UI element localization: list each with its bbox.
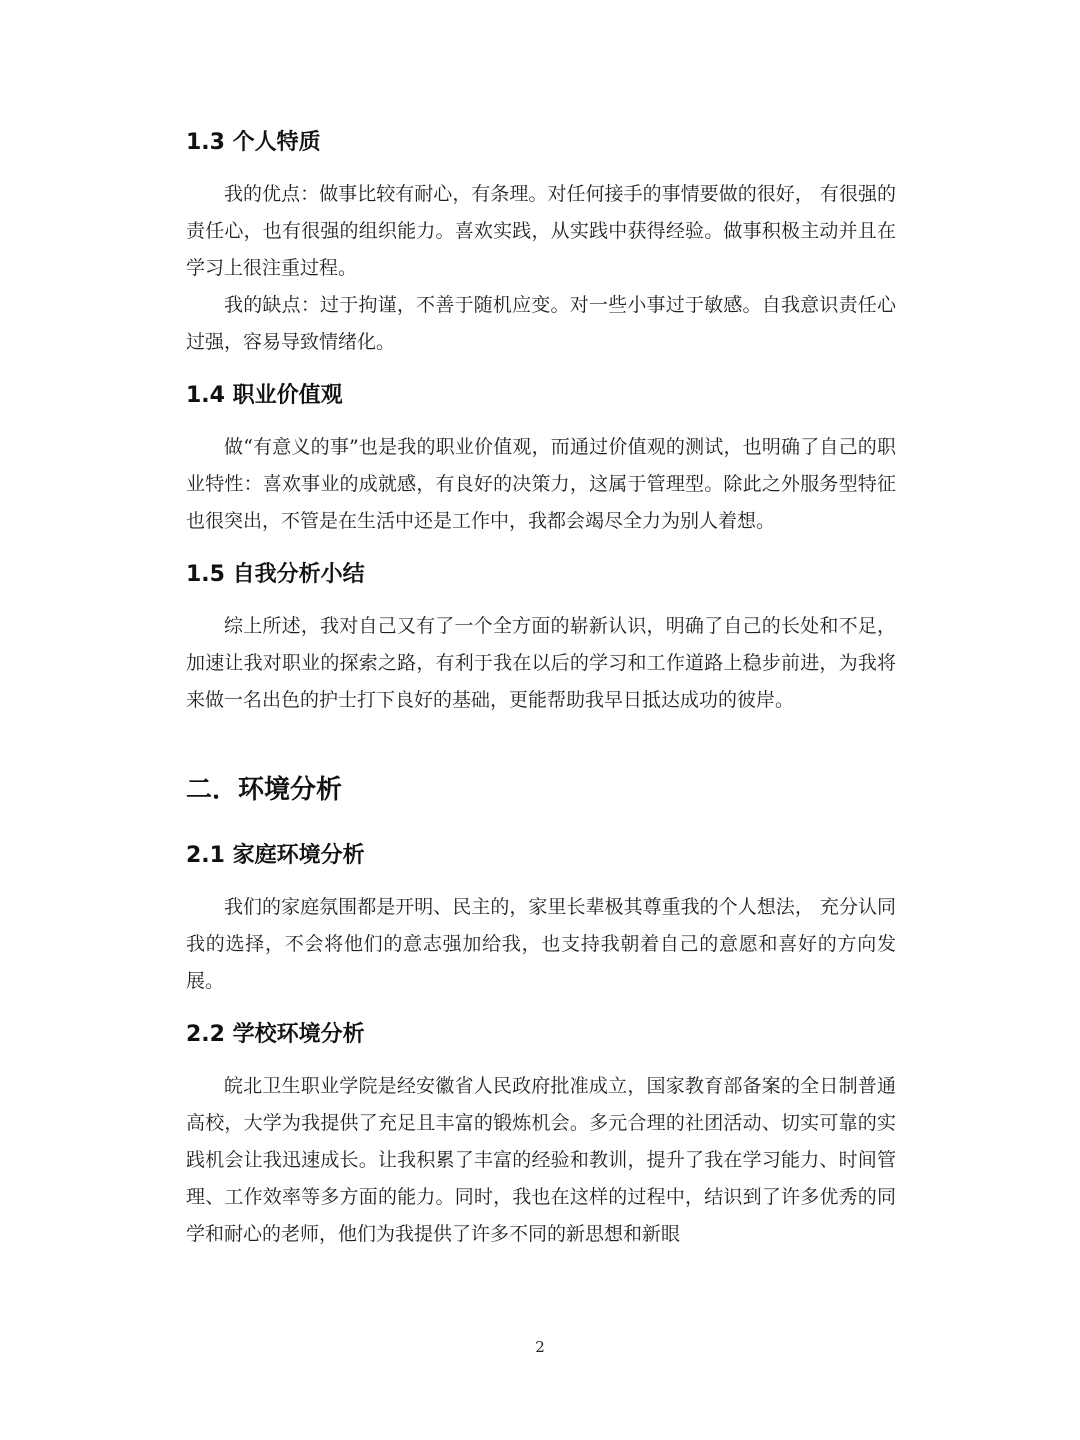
section-heading-1-5: 1.5 自我分析小结 [186,562,365,587]
section-heading-2-1: 2.1 家庭环境分析 [186,843,365,868]
paragraph-self-summary: 综上所述，我对自己又有了一个全方面的崭新认识，明确了自己的长处和不足，加速让我对职业的探索之路，有利于我在以后的学习和工作道路上稳步前进，为我将来做一名出色的护士打下良好的基础，更能帮助我早日抵达成功的彼岸。 [186,615,896,711]
paragraph-strengths: 我的优点：做事比较有耐心，有条理。对任何接手的事情要做的很好， 有很强的责任心，也有很强的组织能力。喜欢实践，从实践中获得经验。做事积极主动并且在学习上很注重过程。 [186,183,896,279]
paragraph-weaknesses: 我的缺点：过于拘谨，不善于随机应变。对一些小事过于敏感。自我意识责任心过强，容易导致情绪化。 [186,294,896,353]
section-heading-1-4: 1.4 职业价值观 [186,383,343,408]
paragraph-family-environment: 我们的家庭氛围都是开明、民主的，家里长辈极其尊重我的个人想法， 充分认同我的选择，不会将他们的意志强加给我，也支持我朝着自己的意愿和喜好的方向发展。 [186,896,896,992]
chapter-heading-environment: 二．环境分析 [186,775,343,805]
page-number: 2 [535,1338,545,1356]
page-content [186,128,896,1253]
section-heading-1-3: 1.3 个人特质 [186,130,321,155]
section-heading-2-2: 2.2 学校环境分析 [186,1022,365,1047]
paragraph-career-values: 做“有意义的事”也是我的职业价值观，而通过价值观的测试，也明确了自己的职业特性：喜欢事业的成就感，有良好的决策力，这属于管理型。除此之外服务型特征也很突出，不管是在生活中还是工作中，我都会竭尽全力为别人着想。 [186,436,896,532]
paragraph-school-environment: 皖北卫生职业学院是经安徽省人民政府批准成立，国家教育部备案的全日制普通高校，大学为我提供了充足且丰富的锻炼机会。多元合理的社团活动、切实可靠的实践机会让我迅速成长。让我积累了丰富的经验和教训，提升了我在学习能力、时间管理、工作效率等多方面的能力。同时，我也在这样的过程中，结识到了许多优秀的同学和耐心的老师，他们为我提供了许多不同的新思想和新眼 [186,1075,896,1245]
